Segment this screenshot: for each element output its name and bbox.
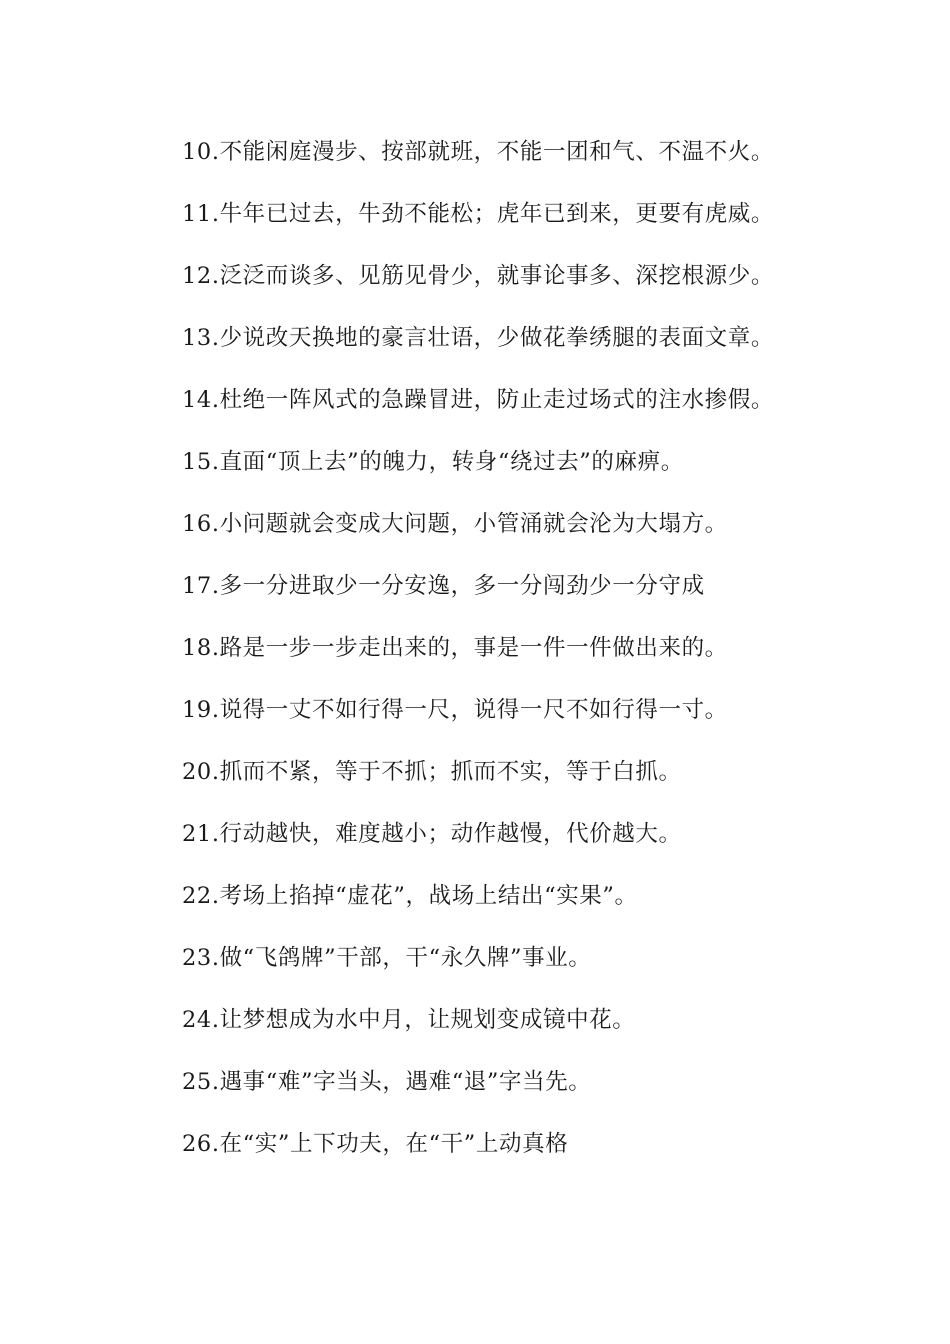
text-lines [182, 132, 882, 1186]
text-line: 14.杜绝一阵风式的急躁冒进，防止走过场式的注水掺假。 [182, 387, 774, 413]
text-line: 18.路是一步一步走出来的，事是一件一件做出来的。 [182, 635, 728, 661]
text-line: 15.直面“顶上去”的魄力，转身“绕过去”的麻痹。 [182, 449, 684, 475]
text-line: 12.泛泛而谈多、见筋见骨少，就事论事多、深挖根源少。 [182, 263, 774, 289]
text-line: 25.遇事“难”字当头，遇难“退”字当先。 [182, 1069, 592, 1095]
text-line: 26.在“实”上下功夫，在“干”上动真格 [182, 1131, 569, 1157]
text-line: 21.行动越快，难度越小；动作越慢，代价越大。 [182, 821, 682, 847]
text-line: 11.牛年已过去，牛劲不能松；虎年已到来，更要有虎威。 [182, 201, 774, 227]
text-line: 24.让梦想成为水中月，让规划变成镜中花。 [182, 1007, 636, 1033]
text-line: 22.考场上掐掉“虚花”，战场上结出“实果”。 [182, 883, 638, 909]
text-line: 23.做“飞鸽牌”干部，干“永久牌”事业。 [182, 945, 592, 971]
text-line: 13.少说改天换地的豪言壮语，少做花拳绣腿的表面文章。 [182, 325, 774, 351]
text-line: 17.多一分进取少一分安逸，多一分闯劲少一分守成 [182, 573, 705, 599]
text-line: 20.抓而不紧，等于不抓；抓而不实，等于白抓。 [182, 759, 682, 785]
text-line: 10.不能闲庭漫步、按部就班，不能一团和气、不温不火。 [182, 139, 774, 165]
text-line: 16.小问题就会变成大问题，小管涌就会沦为大塌方。 [182, 511, 728, 537]
text-line: 19.说得一丈不如行得一尺，说得一尺不如行得一寸。 [182, 697, 728, 723]
